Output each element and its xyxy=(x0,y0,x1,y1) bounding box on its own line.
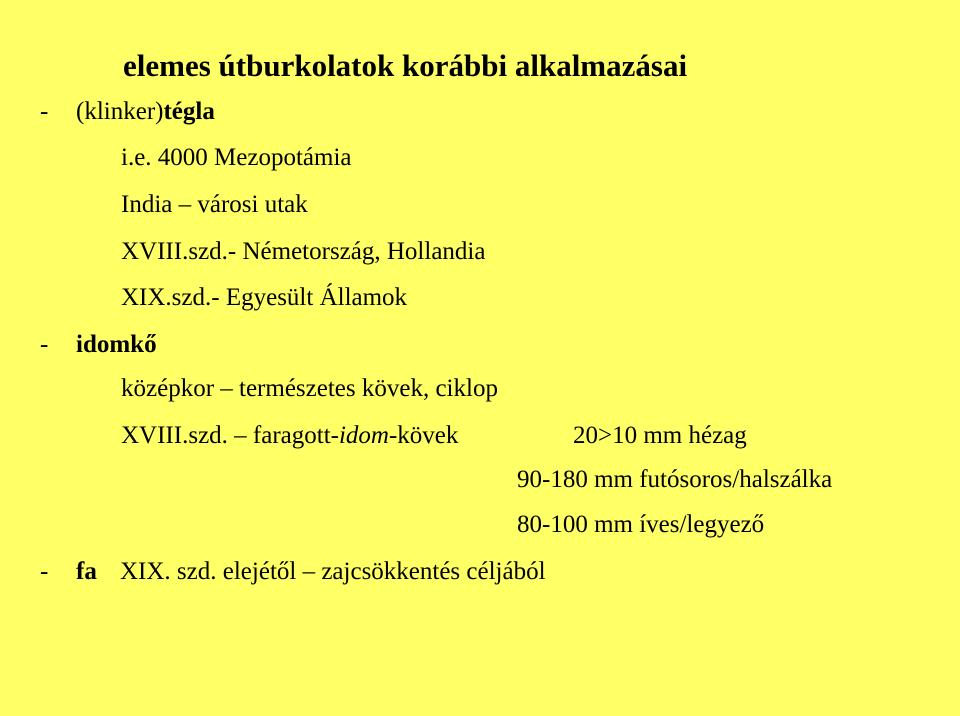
list-item: XIX.szd.- Egyesült Államok xyxy=(121,284,408,311)
spec-row: 80-100 mm íves/legyező xyxy=(517,511,765,538)
detail-tail: -kövek xyxy=(388,422,459,449)
section-label: tégla xyxy=(163,98,215,125)
bullet-dash: - xyxy=(40,331,49,358)
spec-row: 90-180 mm futósoros/halszálka xyxy=(517,466,833,493)
bullet-dash: - xyxy=(40,558,49,585)
detail-italic: idom xyxy=(338,422,389,449)
list-item: India – városi utak xyxy=(121,191,308,218)
list-item: XVIII.szd.- Németország, Hollandia xyxy=(121,238,486,265)
section-label: fa xyxy=(76,558,97,585)
list-item-detail xyxy=(121,420,458,452)
list-item: XIX. szd. elejétől – zajcsökkentés céljából xyxy=(120,558,546,585)
detail-lead: XVIII.szd. – faragott- xyxy=(121,422,339,449)
list-item: i.e. 4000 Mezopotámia xyxy=(121,144,352,171)
slide-title: elemes útburkolatok korábbi alkalmazásai xyxy=(123,48,688,83)
section-heading-tegla xyxy=(76,96,215,128)
section-prefix: (klinker) xyxy=(76,98,164,125)
section-label: idomkő xyxy=(76,331,157,358)
bullet-dash: - xyxy=(40,98,49,125)
list-item: középkor – természetes kövek, ciklop xyxy=(121,375,498,402)
spec-row: 20>10 mm hézag xyxy=(573,422,747,449)
